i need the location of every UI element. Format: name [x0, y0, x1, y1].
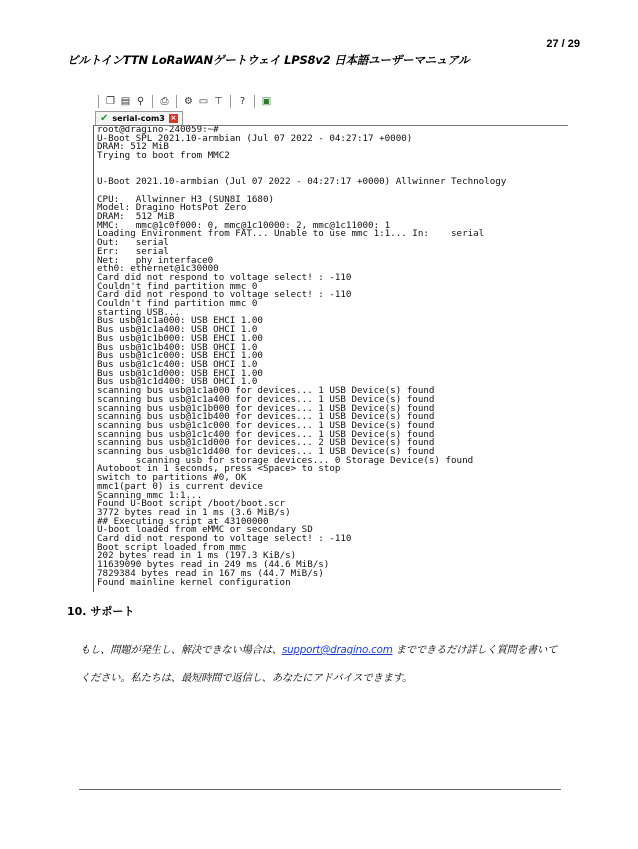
- terminal-line: scanning bus usb@1c1b400 for devices... 1 USB Device(s) found: [97, 411, 435, 423]
- terminal-line: Autoboot in 1 seconds, press <Space> to stop: [97, 463, 341, 475]
- terminal-line: Trying to boot from MMC2: [97, 150, 230, 162]
- terminal-line: Boot script loaded from mmc: [97, 541, 247, 553]
- terminal-line: DRAM: 512 MiB: [97, 211, 175, 223]
- terminal-line: Couldn't find partition mmc 0: [97, 280, 258, 292]
- terminal-line: 7829384 bytes read in 167 ms (44.7 MiB/s): [97, 567, 324, 579]
- terminal-line: root@dragino-240059:~#: [97, 126, 219, 135]
- terminal-line: [94, 161, 572, 170]
- toolbar-separator: [230, 95, 231, 108]
- terminal-line: Bus usb@1c1c000: USB EHCI 1.00: [97, 350, 263, 362]
- footer-divider: [79, 789, 561, 790]
- close-icon[interactable]: ×: [170, 114, 177, 122]
- page-separator: /: [558, 38, 568, 50]
- terminal-line: Out: serial: [97, 237, 169, 249]
- terminal-line: Net: phy interface0: [97, 254, 214, 266]
- terminal-line: Found mainline kernel configuration: [97, 576, 291, 588]
- toolbar-separator: [176, 95, 177, 108]
- terminal-line: scanning bus usb@1c1c400 for devices... 1 USB Device(s) found: [97, 428, 435, 440]
- copy-icon[interactable]: ❐: [106, 95, 115, 107]
- terminal-line: MMC: mmc@1c0f000: 0, mmc@1c10000: 2, mmc@1c11000: 1: [97, 219, 391, 231]
- terminal-line: Bus usb@1c1c400: USB OHCI 1.0: [97, 358, 258, 370]
- terminal-output[interactable]: [93, 126, 572, 592]
- terminal-line: 11639090 bytes read in 249 ms (44.6 MiB/s): [97, 559, 330, 571]
- terminal-line: U-Boot SPL 2021.10-armbian (Jul 07 2022 - 04:27:17 +0000): [97, 132, 413, 144]
- para-text: もし、問題が発生し、解決できない場合は、: [80, 644, 282, 656]
- terminal-line: 202 bytes read in 1 ms (197.3 KiB/s): [97, 550, 297, 562]
- terminal-line: U-Boot 2021.10-armbian (Jul 07 2022 - 04:27:17 +0000) Allwinner Technology: [97, 176, 507, 188]
- settings-icon[interactable]: ⚙: [184, 95, 193, 107]
- terminal-line: Card did not respond to voltage select! : -110: [97, 533, 352, 545]
- terminal-line: Card did not respond to voltage select! : -110: [97, 289, 352, 301]
- terminal-line: Found U-Boot script /boot/boot.scr: [97, 498, 286, 510]
- terminal-line: Card did not respond to voltage select! : -110: [97, 271, 352, 283]
- find-icon[interactable]: ⚲: [136, 95, 145, 107]
- terminal-line: Bus usb@1c1b000: USB EHCI 1.00: [97, 332, 263, 344]
- terminal-line: starting USB...: [97, 306, 180, 318]
- terminal-line: Err: serial: [97, 245, 169, 257]
- terminal-line: Bus usb@1c1b400: USB OHCI 1.0: [97, 341, 258, 353]
- terminal-line: scanning usb for storage devices... 0 Storage Device(s) found: [97, 454, 474, 466]
- page-total: 29: [567, 38, 580, 50]
- support-paragraph-line1: [80, 641, 557, 656]
- screen-icon[interactable]: ▣: [261, 95, 272, 107]
- terminal-line: Bus usb@1c1d000: USB EHCI 1.00: [97, 367, 263, 379]
- terminal-line: ## Executing script at 43100000: [97, 515, 269, 527]
- page-current: 27: [546, 38, 559, 50]
- terminal-tabbar: [93, 110, 568, 126]
- terminal-line: Model: Dragino HotsPot Zero: [97, 202, 247, 214]
- tab-label: serial-com3: [112, 114, 165, 123]
- paste-icon[interactable]: ▤: [120, 95, 131, 107]
- help-icon[interactable]: ?: [239, 95, 246, 107]
- terminal-line: DRAM: 512 MiB: [97, 141, 169, 153]
- terminal-line: Scanning mmc 1:1...: [97, 489, 203, 501]
- terminal-line: scanning bus usb@1c1b000 for devices... 1 USB Device(s) found: [97, 402, 435, 414]
- document-title: ビルトインTTN LoRaWANゲートウェイ LPS8v2 日本語ユーザーマニュアル: [67, 53, 470, 67]
- terminal-line: Bus usb@1c1a000: USB EHCI 1.00: [97, 315, 263, 327]
- checkmark-icon: ✔: [100, 113, 109, 124]
- keyboard-icon[interactable]: ▭: [198, 95, 209, 107]
- terminal-line: scanning bus usb@1c1a400 for devices... 1 USB Device(s) found: [97, 393, 435, 405]
- support-paragraph-line2: ください。私たちは、最短時間で返信し、あなたにアドバイスできます。: [80, 672, 413, 684]
- terminal-line: Loading Environment from FAT... Unable to use mmc 1:1... In: serial: [97, 228, 485, 240]
- terminal-line: Bus usb@1c1a400: USB OHCI 1.0: [97, 324, 258, 336]
- terminal-line: scanning bus usb@1c1a000 for devices... 1 USB Device(s) found: [97, 385, 435, 397]
- para-text: までできるだけ詳しく質問を書いて: [392, 644, 558, 656]
- terminal-line: scanning bus usb@1c1d000 for devices... 2 USB Device(s) found: [97, 437, 435, 449]
- tab-serial-com3[interactable]: [95, 111, 183, 125]
- page-number: [546, 38, 580, 50]
- toolbar-separator: [98, 95, 99, 108]
- section-heading: 10. サポート: [67, 605, 135, 618]
- terminal-toolbar: [95, 93, 273, 109]
- support-email-link[interactable]: support@dragino.com: [281, 644, 393, 656]
- terminal-line: switch to partitions #0, OK: [97, 472, 247, 484]
- terminal-line: scanning bus usb@1c1c000 for devices... 1 USB Device(s) found: [97, 419, 435, 431]
- print-icon[interactable]: ⎙: [160, 95, 169, 107]
- filter-icon[interactable]: ⊤: [214, 95, 223, 107]
- terminal-line: scanning bus usb@1c1d400 for devices... 1 USB Device(s) found: [97, 446, 435, 458]
- terminal-line: U-boot loaded from eMMC or secondary SD: [97, 524, 313, 536]
- terminal-line: eth0: ethernet@1c30000: [97, 263, 219, 275]
- terminal-line: mmc1(part 0) is current device: [97, 480, 263, 492]
- toolbar-separator: [152, 95, 153, 108]
- terminal-line: Couldn't find partition mmc 0: [97, 298, 258, 310]
- terminal-line: Bus usb@1c1d400: USB OHCI 1.0: [97, 376, 258, 388]
- terminal-line: 3772 bytes read in 1 ms (3.6 MiB/s): [97, 506, 291, 518]
- toolbar-separator: [254, 95, 255, 108]
- terminal-line: CPU: Allwinner H3 (SUN8I 1680): [97, 193, 275, 205]
